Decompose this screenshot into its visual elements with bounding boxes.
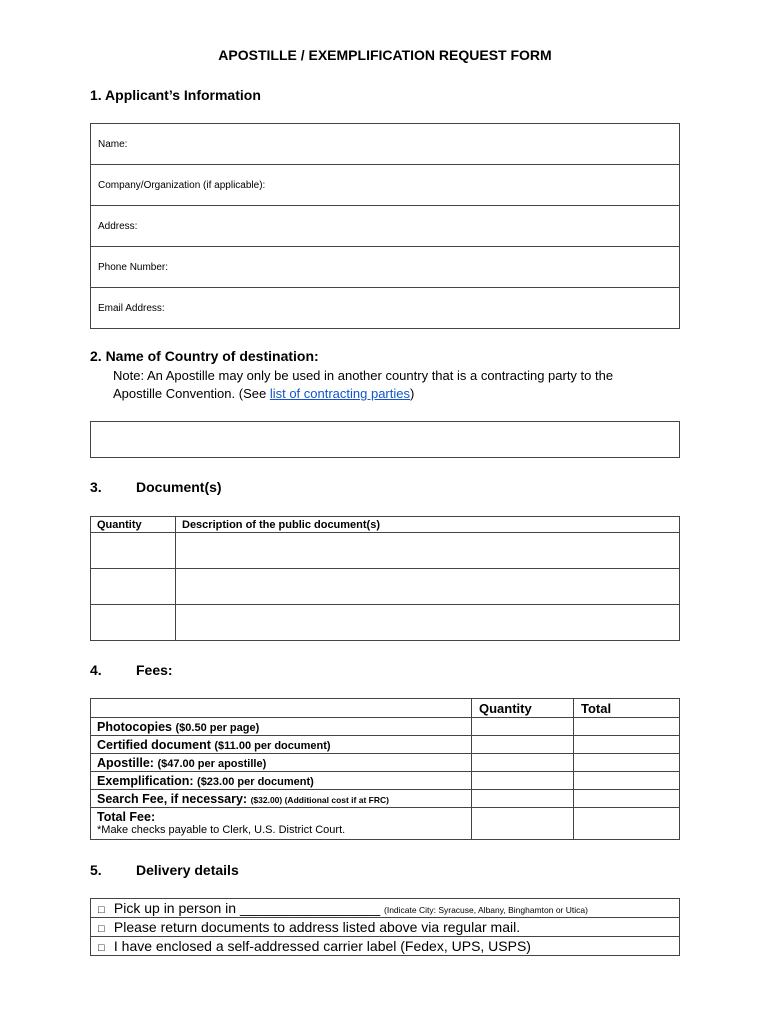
fee-label: Certified document ($11.00 per document) bbox=[91, 736, 472, 754]
form-title: APOSTILLE / EXEMPLIFICATION REQUEST FORM bbox=[218, 47, 552, 63]
carrier-checkbox[interactable]: □ bbox=[98, 942, 105, 954]
doc-description-cell[interactable] bbox=[176, 605, 680, 641]
fee-label: Photocopies ($0.50 per page) bbox=[91, 718, 472, 736]
fee-row bbox=[91, 718, 680, 736]
total-fee-cell[interactable] bbox=[574, 808, 680, 840]
delivery-option-pickup[interactable] bbox=[91, 899, 680, 918]
pickup-city-hint: (Indicate City: Syracuse, Albany, Binghamton or Utica) bbox=[384, 905, 588, 915]
fees-total-header: Total bbox=[574, 699, 680, 718]
fee-row bbox=[91, 790, 680, 808]
fee-quantity-cell[interactable] bbox=[472, 736, 574, 754]
section5-heading: Delivery details bbox=[136, 862, 239, 878]
fee-total-cell[interactable] bbox=[574, 772, 680, 790]
total-fee-label: Total Fee: *Make checks payable to Clerk, U.S. District Court. bbox=[91, 808, 472, 840]
documents-table bbox=[90, 516, 680, 641]
section3-heading: Document(s) bbox=[136, 479, 222, 495]
fee-total-cell[interactable] bbox=[574, 736, 680, 754]
fee-total-cell[interactable] bbox=[574, 790, 680, 808]
total-quantity-cell[interactable] bbox=[472, 808, 574, 840]
delivery-table bbox=[90, 898, 680, 956]
address-field[interactable]: Address: bbox=[91, 206, 680, 247]
documents-description-header: Description of the public document(s) bbox=[176, 517, 680, 533]
fee-row bbox=[91, 754, 680, 772]
table-row bbox=[91, 569, 680, 605]
note-line-1: Note: An Apostille may only be used in another country that is a contracting party to the bbox=[113, 368, 614, 383]
carrier-label: I have enclosed a self-addressed carrier label (Fedex, UPS, USPS) bbox=[113, 938, 531, 954]
section5-number: 5. bbox=[90, 862, 102, 878]
fee-quantity-cell[interactable] bbox=[472, 772, 574, 790]
fee-row bbox=[91, 736, 680, 754]
fees-blank-header bbox=[91, 699, 472, 718]
checks-payable-note: *Make checks payable to Clerk, U.S. District Court. bbox=[97, 823, 346, 836]
table-row bbox=[91, 605, 680, 641]
doc-quantity-cell[interactable] bbox=[91, 605, 176, 641]
table-row bbox=[91, 533, 680, 569]
section1-heading: 1. Applicant’s Information bbox=[90, 87, 261, 103]
fees-quantity-header: Quantity bbox=[472, 699, 574, 718]
fees-table bbox=[90, 698, 680, 840]
fee-row bbox=[91, 772, 680, 790]
country-field[interactable] bbox=[90, 421, 680, 458]
pickup-checkbox[interactable]: □ bbox=[98, 904, 105, 916]
fee-label: Search Fee, if necessary: ($32.00) (Additional cost if at FRC) bbox=[91, 790, 472, 808]
doc-description-cell[interactable] bbox=[176, 533, 680, 569]
section4-number: 4. bbox=[90, 662, 102, 678]
fee-label: Apostille: ($47.00 per apostille) bbox=[91, 754, 472, 772]
note-line-2-post: ) bbox=[410, 386, 415, 401]
contracting-parties-link[interactable]: list of contracting parties bbox=[269, 386, 410, 401]
fee-quantity-cell[interactable] bbox=[472, 718, 574, 736]
fee-label: Exemplification: ($23.00 per document) bbox=[91, 772, 472, 790]
documents-quantity-header: Quantity bbox=[91, 517, 176, 533]
doc-quantity-cell[interactable] bbox=[91, 533, 176, 569]
note-line-2-pre: Apostille Convention. (See bbox=[113, 386, 270, 401]
fee-total-cell[interactable] bbox=[574, 718, 680, 736]
fee-quantity-cell[interactable] bbox=[472, 790, 574, 808]
fee-quantity-cell[interactable] bbox=[472, 754, 574, 772]
doc-quantity-cell[interactable] bbox=[91, 569, 176, 605]
phone-field[interactable]: Phone Number: bbox=[91, 247, 680, 288]
delivery-option-carrier[interactable] bbox=[91, 937, 680, 956]
pickup-label: Pick up in person in __________________ bbox=[113, 900, 381, 916]
company-field[interactable]: Company/Organization (if applicable): bbox=[91, 165, 680, 206]
email-field[interactable]: Email Address: bbox=[91, 288, 680, 329]
fee-total-cell[interactable] bbox=[574, 754, 680, 772]
delivery-option-mail[interactable] bbox=[91, 918, 680, 937]
mail-label: Please return documents to address listed above via regular mail. bbox=[113, 919, 521, 935]
total-fee-row bbox=[91, 808, 680, 840]
applicant-info-table bbox=[90, 123, 680, 329]
note-line-2 bbox=[113, 385, 613, 403]
doc-description-cell[interactable] bbox=[176, 569, 680, 605]
mail-checkbox[interactable]: □ bbox=[98, 923, 105, 935]
section2-heading: 2. Name of Country of destination: bbox=[90, 348, 319, 364]
section2-note bbox=[113, 367, 613, 403]
name-field[interactable]: Name: bbox=[91, 124, 680, 165]
section4-heading: Fees: bbox=[136, 662, 173, 678]
section3-number: 3. bbox=[90, 479, 102, 495]
